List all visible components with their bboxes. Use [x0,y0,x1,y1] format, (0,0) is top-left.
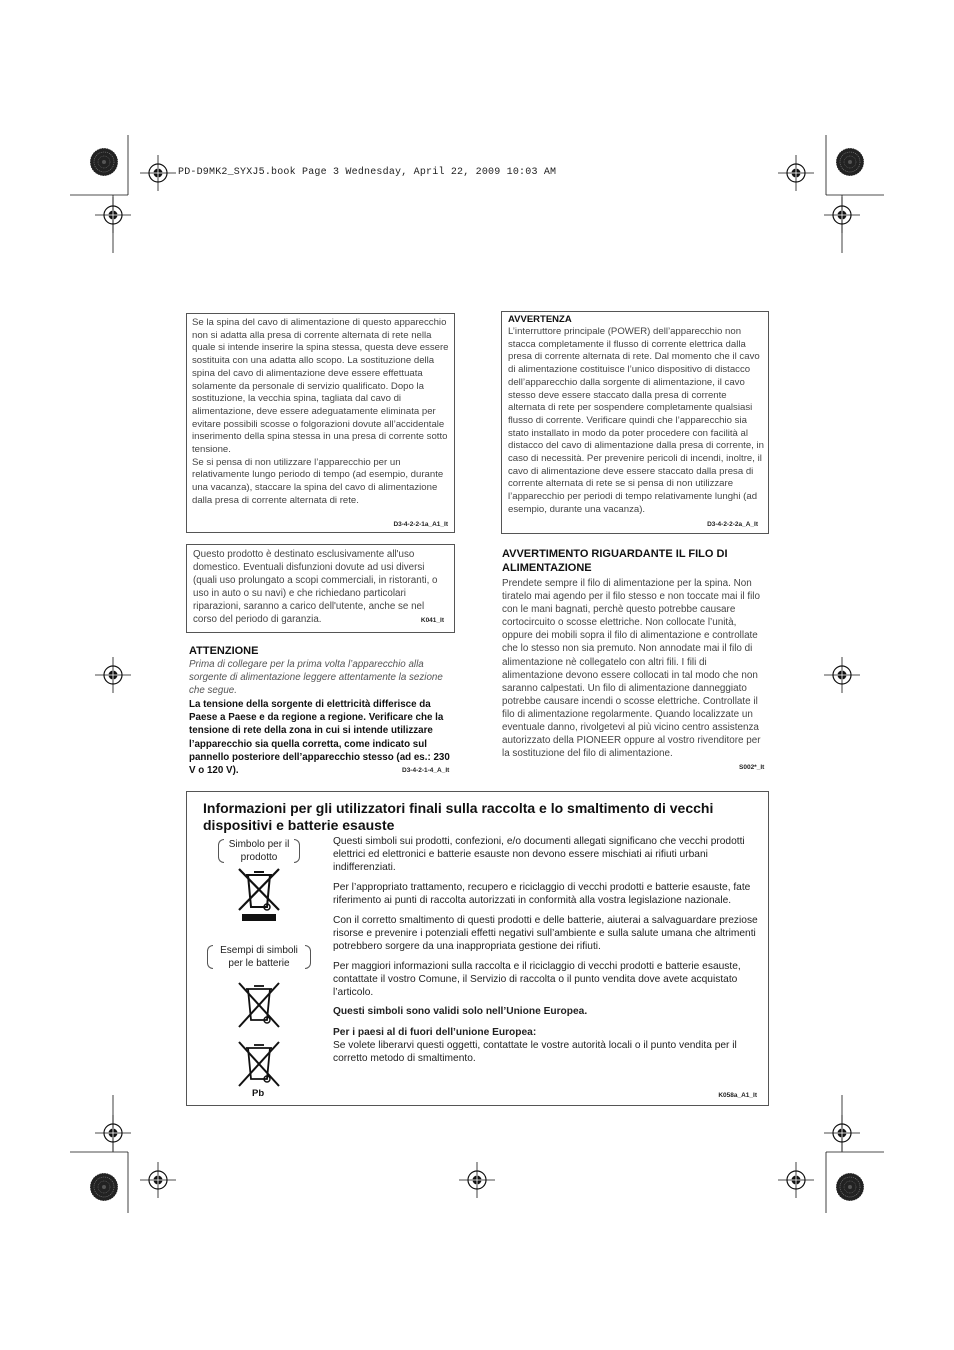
disposal-paragraph: Se volete liberarvi questi oggetti, contattate le vostre autorità locali o il punto vendita per il corretto metodo di smaltimento. [333,1040,737,1064]
reference-code: D3-4-2-2-2a_A_It [707,521,758,528]
starburst-target-icon [90,148,118,176]
plug-warning-box [186,313,455,533]
disposal-non-eu-heading: Per i paesi al di fuori dell’unione Europea: [333,1027,537,1038]
registration-mark-icon [778,1162,814,1198]
reference-code: K058a_A1_It [718,1092,757,1099]
starburst-target-icon [836,148,864,176]
attenzione-body: La tensione della sorgente di elettricità differisce da Paese a Paese e da regione a regione. Verificare che la tensione di rete della zona in cui si intende utilizzare l’apparecchio sia quella corretta, come indicato sul pannello posteriore dell’apparecchio stesso (ad es.: 230 V o 120 V). [189,699,450,777]
registration-mark-icon [459,1162,495,1198]
disposal-paragraph: Con il corretto smaltimento di questi prodotti e delle batterie, aiuterai a salvaguardare preziose risorse e prevenire i potenziali effetti negativi sull’ambiente e sulla salute umana che altrimenti potrebbero sorgere da una inappropriata gestione dei rifiuti. [333,915,758,952]
plug-warning-text-2: Se si pensa di non utilizzare l’apparecchio per un relativamente lungo periodo di tempo (ad esempio, durante una vacanza), staccare la spina del cavo di alimentazione dalla presa di corrente alternata di rete. [192,456,444,506]
crossed-out-wheelie-bin-icon [234,866,284,923]
crossed-out-wheelie-bin-icon [235,1039,283,1089]
battery-symbol-caption: Esempi di simboli per le batterie [213,944,305,970]
domestic-use-box [186,544,455,633]
disposal-paragraph: Per l’appropriato trattamento, recupero e riciclaggio di vecchi prodotti e batterie esauste, fate riferimento ai punti di raccolta autorizzati in conformità alla vostra legislazione nazionale. [333,882,751,906]
domestic-use-text: Questo prodotto è destinato esclusivamente all'uso domestico. Eventuali disfunzioni dovute ad usi diversi (quali uso prolungato a scopi commerciali, in ristoranti, o uso in auto o su navi) e che richiedano particolari riparazioni, saranno a carico dell'utente, anche se nel corso del periodo di garanzia. [193,549,438,625]
attenzione-heading: ATTENZIONE [189,645,259,657]
lead-symbol-label: Pb [252,1088,265,1099]
reference-code: K041_It [420,617,444,624]
avvertenza-box [501,311,769,534]
filo-text: Prendete sempre il filo di alimentazione per la spina. Non tiratelo mai agendo per il filo stesso e non toccate mai il filo con le mani bagnati, perchè questo potrebbe causare cortocircuito o scosse elettriche. Non collocate l’unità, oppure dei mobili sopra il filo di alimentazione e controllate che lo stesso non sia premuto. Non annodate mai il filo di alimentazione nè collegatelo con altri fili. I fili di alimentazione devono essere collocati in tal modo che non saranno calpestati. Un filo di alimentazione danneggiato potrebbe causare incendi o scosse elettriche. Controllate il filo di alimentazione regolarmente. Quando localizzate un eventuale danno, rivolgetevi al più vicino centro assistenza autorizzato della PIONEER oppure al vostro rivenditore per la sostituzione del filo di alimentazione. [502,578,761,760]
registration-mark-icon [95,657,131,693]
attenzione-intro: Prima di collegare per la prima volta l’apparecchio alla sorgente di alimentazione leggere attentamente la sezione che segue. [189,659,443,696]
avvertenza-text: L’interruttore principale (POWER) dell’apparecchio non stacca completamente il flusso di corrente elettrica dalla presa di corrente alternata di rete. Dal momento che il cavo di alimentazione costituisce l’unico dispositivo di distacco dell’apparecchio dalla sorgente di alimentazione, il cavo stesso deve essere staccato dalla presa di corrente alternata di rete per sospendere completamente qualsiasi flusso di corrente. Verificare quindi che l’apparecchio sia stato installato in modo da poter procedere con facilità al distacco del cavo di alimentazione dalla presa di corrente, in caso di necessità. Per prevenire pericoli di incendi, inoltre, il cavo di alimentazione deve essere staccato dalla presa di corrente alternata di rete se si pensa di non utilizzare l’apparecchio per periodi di tempo relativamente lunghi (ad esempio, durante una vacanza). [508,326,764,515]
registration-mark-icon [778,155,814,191]
registration-mark-icon [824,1115,860,1151]
starburst-target-icon [836,1173,864,1201]
reference-code: S002*_It [739,764,765,771]
filo-heading: AVVERTIMENTO RIGUARDANTE IL FILO DI ALIMENTAZIONE [502,548,728,574]
plug-warning-text: Se la spina del cavo di alimentazione di questo apparecchio non si adatta alla presa di corrente alternata di rete nella quale si intende inserire la spina stessa, questa deve essere sostituita con una adatta allo scopo. La sostituzione della spina del cavo di alimentazione deve essere effettuata solamente da personale di servizio qualificato. Dopo la sostituzione, la vecchia spina, tagliata dal cavo di alimentazione, deve essere adeguatamente eliminata per evitare possibili scosse o folgorazioni dovute all’accidentale inserimento della spina stessa in una presa di corrente sotto tensione. [192,317,449,456]
disposal-title: Informazioni per gli utilizzatori finali sulla raccolta e lo smaltimento di vecchi dispositivi e batterie esauste [203,800,714,833]
disposal-info-box [186,791,769,1106]
registration-mark-icon [140,1162,176,1198]
disposal-paragraph: Per maggiori informazioni sulla raccolta e il riciclaggio di vecchi prodotti e batterie esauste, contattate il vostro Comune, il Servizio di raccolta o il punto vendita dove avete acquistato l’articolo. [333,961,741,998]
registration-mark-icon [95,1115,131,1151]
file-header: PD-D9MK2_SYXJ5.book Page 3 Wednesday, April 22, 2009 10:03 AM [178,167,557,178]
registration-mark-icon [140,155,176,191]
crossed-out-wheelie-bin-icon [235,980,283,1030]
registration-mark-icon [824,197,860,233]
reference-code: D3-4-2-2-1a_A1_It [393,521,448,528]
starburst-target-icon [90,1173,118,1201]
registration-mark-icon [824,657,860,693]
avvertenza-heading: AVVERTENZA [508,314,572,325]
registration-mark-icon [95,197,131,233]
disposal-paragraph: Questi simboli sui prodotti, confezioni, e/o documenti allegati significano che vecchi prodotti elettrici ed elettronici e batterie esauste non devono essere mischiati ai rifiuti urbani indifferenziati. [333,836,745,873]
disposal-eu-note: Questi simboli sono validi solo nell’Unione Europea. [333,1006,588,1017]
product-symbol-caption: Simbolo per il prodotto [224,838,294,864]
reference-code: D3-4-2-1-4_A_It [402,767,450,774]
